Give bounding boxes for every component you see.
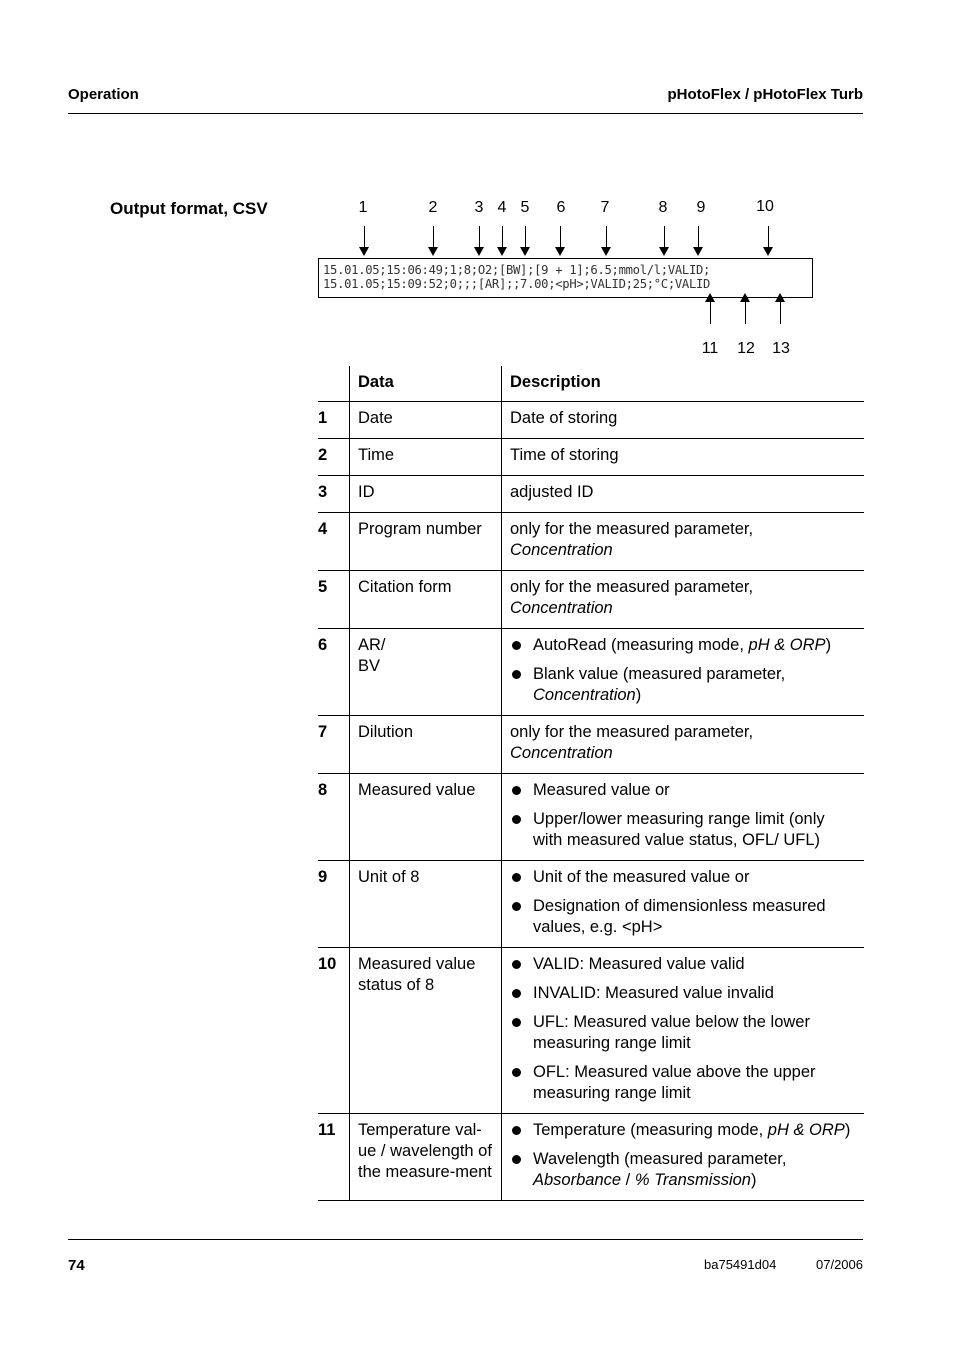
row-data: Measured value bbox=[350, 774, 502, 861]
row-description bbox=[502, 774, 865, 861]
column-header-description: Description bbox=[502, 366, 865, 402]
row-number: 11 bbox=[318, 1121, 336, 1139]
table-row bbox=[318, 1114, 864, 1201]
callout-10: 10 bbox=[756, 198, 774, 215]
row-number: 7 bbox=[318, 723, 328, 741]
table-row bbox=[318, 402, 864, 439]
callout-8: 8 bbox=[658, 199, 668, 216]
row-number: 6 bbox=[318, 636, 328, 654]
desc-text: only for the measured parameter, bbox=[510, 723, 754, 741]
row-data bbox=[350, 629, 502, 716]
header-rule bbox=[68, 113, 863, 114]
row-description: adjusted ID bbox=[502, 476, 865, 513]
row-number: 4 bbox=[318, 520, 328, 538]
row-data: Time bbox=[350, 439, 502, 476]
desc-text: only for the measured parameter, bbox=[510, 520, 754, 538]
table-row bbox=[318, 571, 864, 629]
callout-1: 1 bbox=[358, 199, 368, 216]
csv-field-table bbox=[318, 366, 864, 1201]
table-row bbox=[318, 774, 864, 861]
bullet-item: AutoRead (measuring mode, pH & ORP) bbox=[510, 635, 856, 656]
bullet-item: Temperature (measuring mode, pH & ORP) bbox=[510, 1120, 856, 1141]
table-header-row bbox=[318, 366, 864, 402]
row-description: Time of storing bbox=[502, 439, 865, 476]
row-description bbox=[502, 861, 865, 948]
row-description bbox=[502, 716, 865, 774]
row-description: Date of storing bbox=[502, 402, 865, 439]
bullet-item: Wavelength (measured parameter, Absorbance / % Transmission) bbox=[510, 1149, 856, 1191]
callout-3: 3 bbox=[474, 199, 484, 216]
row-description bbox=[502, 513, 865, 571]
row-data: Date bbox=[350, 402, 502, 439]
data-line: BV bbox=[358, 657, 381, 675]
callout-13: 13 bbox=[772, 340, 790, 357]
bullet-item: Blank value (measured parameter, Concentration) bbox=[510, 664, 856, 706]
callout-4: 4 bbox=[497, 199, 507, 216]
header-num bbox=[318, 366, 350, 402]
callout-5: 5 bbox=[520, 199, 530, 216]
header-section: Operation bbox=[68, 86, 139, 103]
row-number: 2 bbox=[318, 446, 328, 464]
section-title: Output format, CSV bbox=[110, 199, 268, 218]
header-product: pHotoFlex / pHotoFlex Turb bbox=[667, 86, 863, 103]
table-row bbox=[318, 513, 864, 571]
callout-7: 7 bbox=[600, 199, 610, 216]
bullet-item: VALID: Measured value valid bbox=[510, 954, 856, 975]
row-data: Program number bbox=[350, 513, 502, 571]
row-data: Measured value status of 8 bbox=[350, 948, 502, 1114]
row-data: Temperature val-ue / wavelength of the measure-ment bbox=[350, 1114, 502, 1201]
row-description bbox=[502, 571, 865, 629]
callout-6: 6 bbox=[556, 199, 566, 216]
bullet-item: Designation of dimensionless measured values, e.g. <pH> bbox=[510, 896, 856, 938]
bullet-item: Unit of the measured value or bbox=[510, 867, 856, 888]
row-description bbox=[502, 948, 865, 1114]
page-number: 74 bbox=[68, 1257, 85, 1274]
csv-line-1: 15.01.05;15:06:49;1;8;O2;[BW];[9 + 1];6.5;mmol/l;VALID; bbox=[323, 263, 711, 277]
column-header-data: Data bbox=[350, 366, 502, 402]
row-number: 9 bbox=[318, 868, 328, 886]
callout-11: 11 bbox=[701, 340, 719, 357]
row-data: Citation form bbox=[350, 571, 502, 629]
table-row bbox=[318, 716, 864, 774]
desc-italic: Concentration bbox=[510, 744, 613, 762]
table-row bbox=[318, 439, 864, 476]
table-row bbox=[318, 629, 864, 716]
table-row bbox=[318, 948, 864, 1114]
row-data: Unit of 8 bbox=[350, 861, 502, 948]
callout-9: 9 bbox=[696, 199, 706, 216]
callout-2: 2 bbox=[428, 199, 438, 216]
table-row bbox=[318, 861, 864, 948]
bullet-item: Upper/lower measuring range limit (only with measured value status, OFL/ UFL) bbox=[510, 809, 856, 851]
footer-rule bbox=[68, 1239, 863, 1240]
row-description bbox=[502, 1114, 865, 1201]
table-row bbox=[318, 476, 864, 513]
bullet-item: INVALID: Measured value invalid bbox=[510, 983, 856, 1004]
desc-italic: Concentration bbox=[510, 599, 613, 617]
row-number: 3 bbox=[318, 483, 328, 501]
desc-italic: Concentration bbox=[510, 541, 613, 559]
bullet-item: OFL: Measured value above the upper measuring range limit bbox=[510, 1062, 856, 1104]
document-date: 07/2006 bbox=[816, 1257, 863, 1272]
document-id: ba75491d04 bbox=[704, 1257, 777, 1272]
row-number: 10 bbox=[318, 955, 337, 973]
row-number: 8 bbox=[318, 781, 328, 799]
row-number: 5 bbox=[318, 578, 328, 596]
csv-sample bbox=[318, 258, 813, 298]
row-number: 1 bbox=[318, 409, 328, 427]
data-line: AR/ bbox=[358, 636, 386, 654]
bullet-item: UFL: Measured value below the lower measuring range limit bbox=[510, 1012, 856, 1054]
desc-text: only for the measured parameter, bbox=[510, 578, 754, 596]
callout-12: 12 bbox=[737, 340, 755, 357]
csv-line-2: 15.01.05;15:09:52;0;;;[AR];;7.00;<pH>;VALID;25;°C;VALID bbox=[323, 277, 711, 291]
row-description bbox=[502, 629, 865, 716]
row-data: Dilution bbox=[350, 716, 502, 774]
row-data: ID bbox=[350, 476, 502, 513]
bullet-item: Measured value or bbox=[510, 780, 856, 801]
